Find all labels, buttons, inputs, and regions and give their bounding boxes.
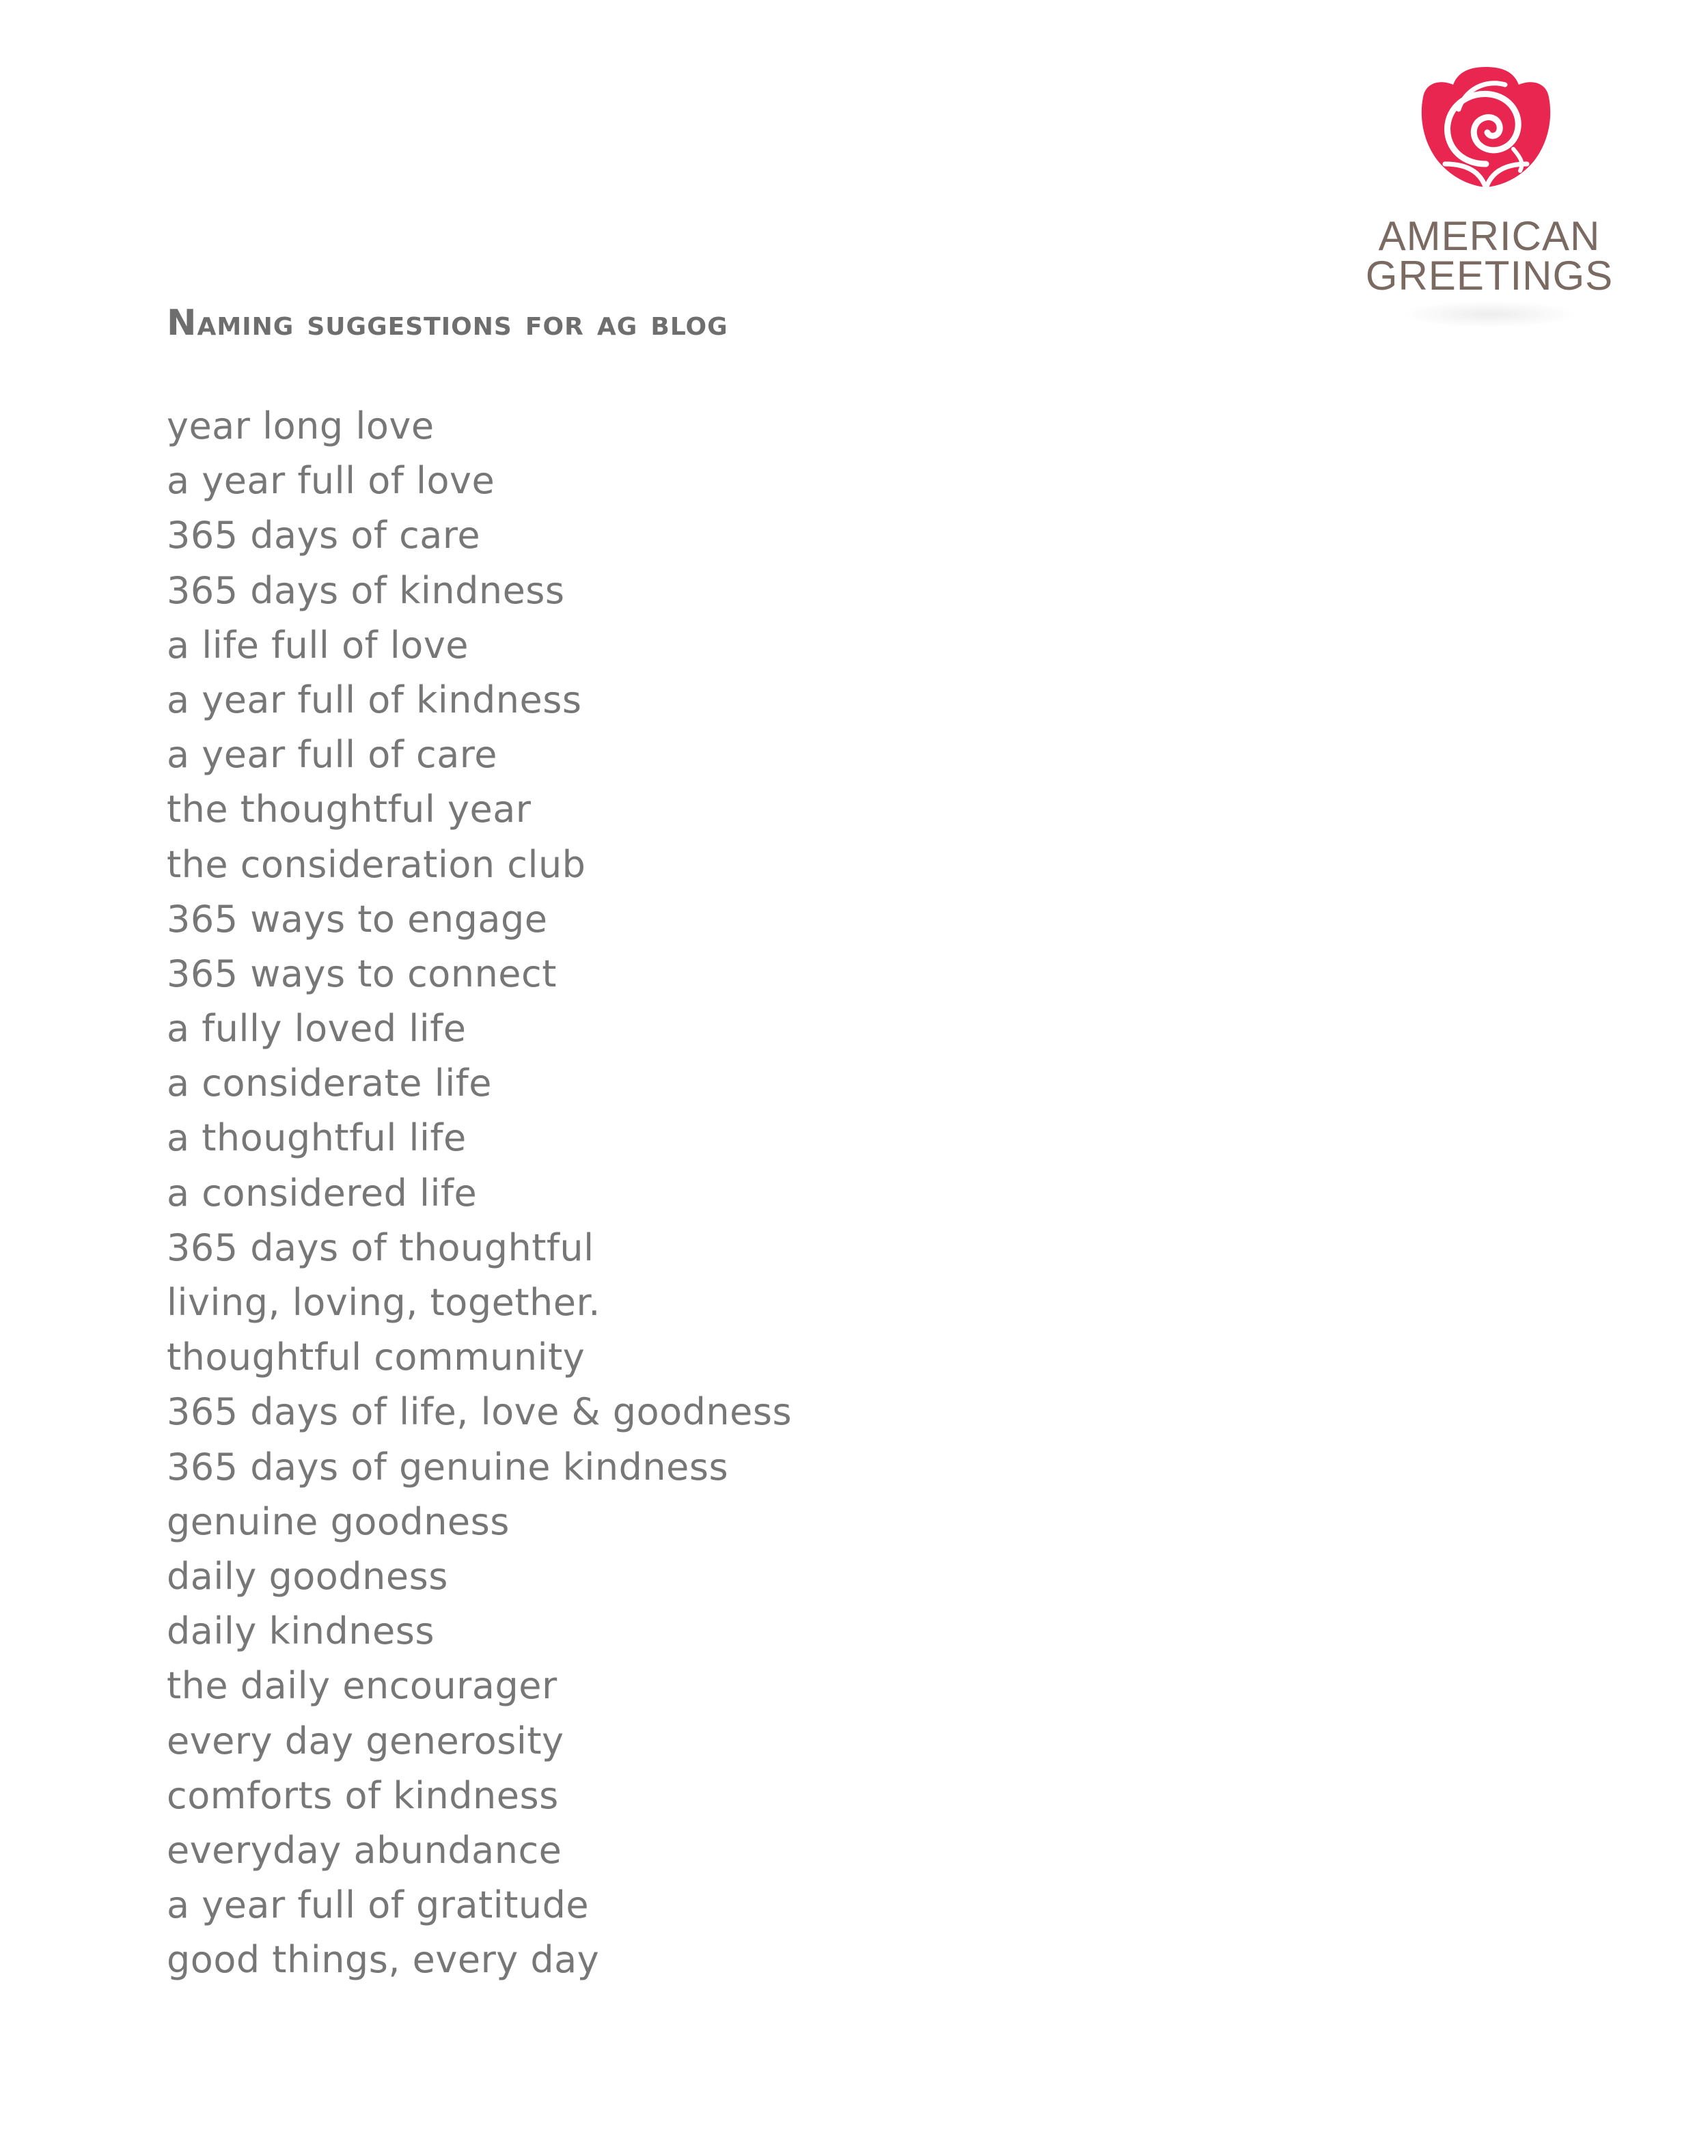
list-item: 365 ways to engage <box>167 897 548 941</box>
list-item: everyday abundance <box>167 1828 562 1872</box>
list-item: a life full of love <box>167 623 469 667</box>
list-item: 365 days of thoughtful <box>167 1226 594 1269</box>
list-item: 365 days of life, love & goodness <box>167 1390 793 1434</box>
list-item: good things, every day <box>167 1938 600 1982</box>
list-item: the daily encourager <box>167 1664 557 1708</box>
list-item: 365 days of care <box>167 514 481 557</box>
list-item: 365 ways to connect <box>167 952 557 995</box>
list-item: living, loving, together. <box>167 1281 601 1324</box>
list-item: a year full of love <box>167 459 495 503</box>
list-item: a considerate life <box>167 1062 492 1105</box>
list-item: 365 days of kindness <box>167 568 565 612</box>
list-item: the thoughtful year <box>167 788 532 831</box>
rose-icon <box>1418 61 1554 208</box>
logo-wordmark-line1: AMERICAN <box>1378 213 1601 259</box>
list-item: comforts of kindness <box>167 1773 559 1817</box>
list-item: daily goodness <box>167 1554 448 1598</box>
logo-wordmark-line2: GREETINGS <box>1365 253 1614 299</box>
list-item: daily kindness <box>167 1609 435 1653</box>
list-item: the consideration club <box>167 842 586 886</box>
list-item: a year full of kindness <box>167 678 582 721</box>
list-item: thoughtful community <box>167 1336 586 1379</box>
list-item: a considered life <box>167 1171 478 1215</box>
name-suggestion-list <box>167 399 792 1987</box>
logo-shadow <box>1401 301 1578 328</box>
list-item: year long love <box>167 404 435 447</box>
list-item: 365 days of genuine kindness <box>167 1445 729 1489</box>
list-item: a fully loved life <box>167 1007 467 1051</box>
list-item: a year full of gratitude <box>167 1883 590 1927</box>
brand-logo <box>1360 61 1619 362</box>
list-item: genuine goodness <box>167 1499 510 1543</box>
list-item: a year full of care <box>167 733 498 777</box>
list-item: a thoughtful life <box>167 1116 467 1160</box>
page-title: Naming suggestions for ag blog <box>167 303 728 344</box>
list-item: every day generosity <box>167 1719 564 1763</box>
